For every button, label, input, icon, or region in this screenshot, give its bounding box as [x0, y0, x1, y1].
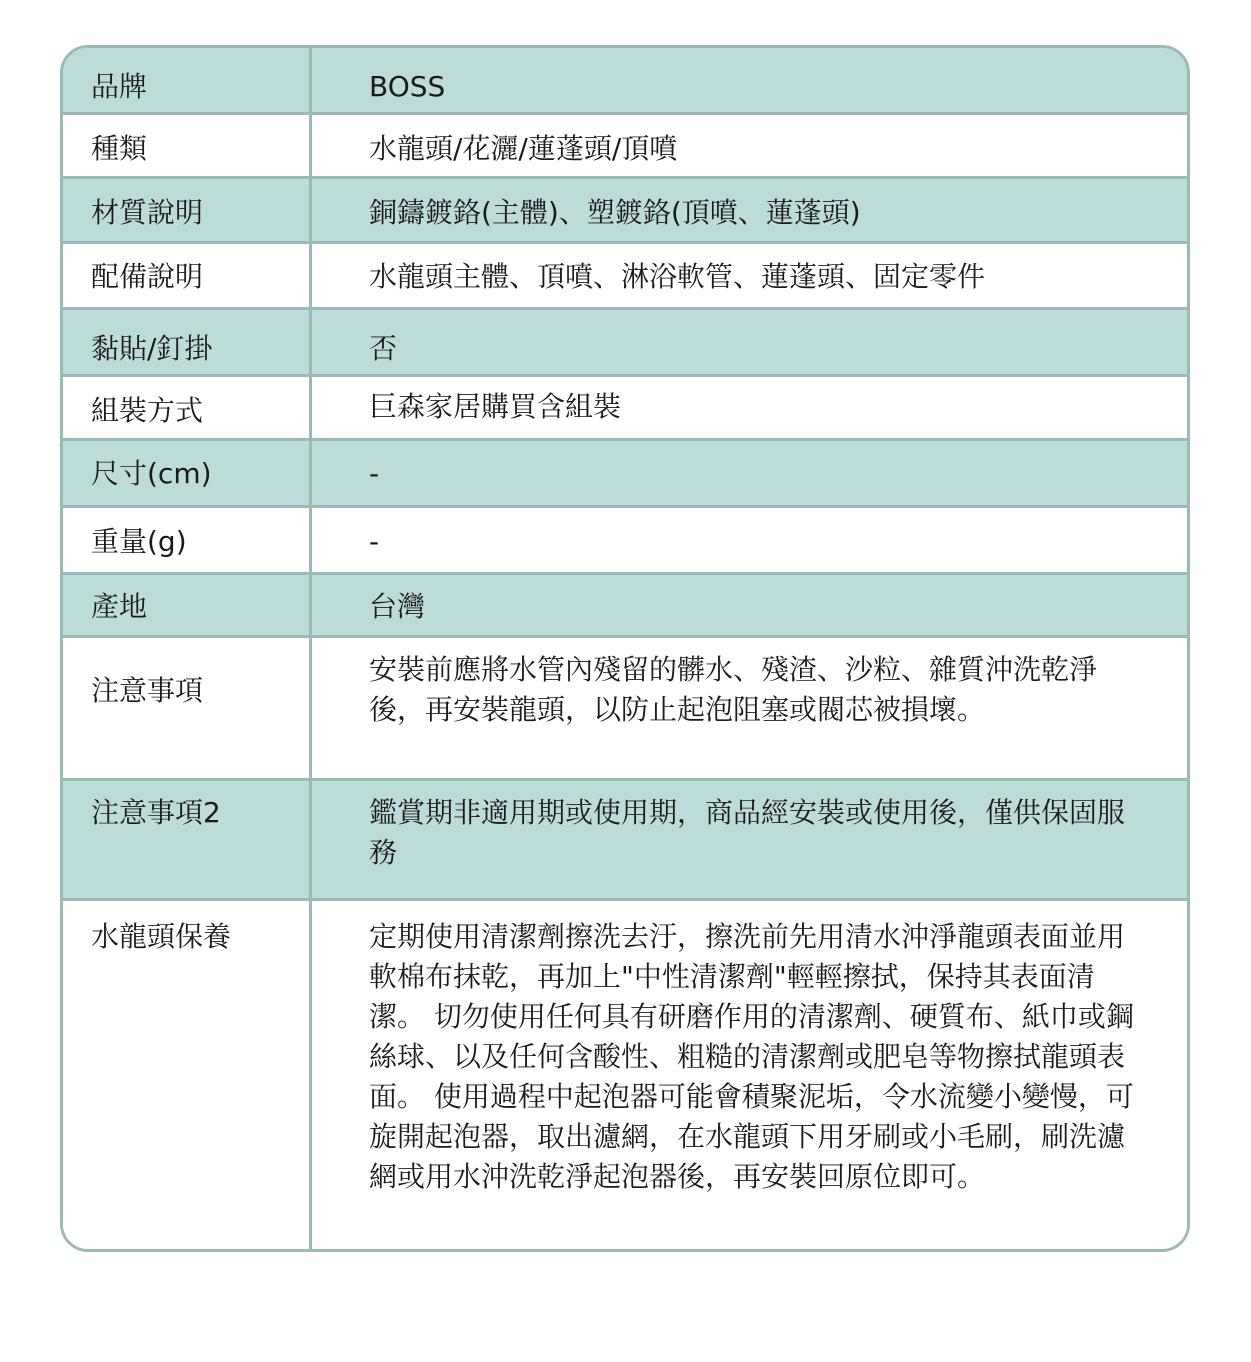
spec-label: 種類 — [91, 132, 148, 165]
spec-table — [60, 45, 1190, 1252]
spec-row-assembly — [63, 377, 1187, 441]
spec-label: 水龍頭保養 — [91, 920, 232, 953]
spec-label: 注意事項 — [91, 674, 204, 707]
spec-label: 產地 — [91, 590, 148, 623]
spec-value: 安裝前應將水管內殘留的髒水、殘渣、沙粒、雜質沖洗乾淨後，再安裝龍頭，以防止起泡阻塞或閥芯被損壞。 — [369, 653, 1098, 726]
spec-value: 台灣 — [369, 590, 426, 623]
spec-value: 水龍頭/花灑/蓮蓬頭/頂噴 — [369, 132, 678, 165]
spec-value: - — [369, 457, 380, 490]
spec-label: 品牌 — [91, 70, 148, 103]
spec-label: 配備說明 — [91, 260, 204, 293]
spec-row-mounting — [63, 310, 1187, 377]
spec-label: 黏貼/釘掛 — [91, 332, 213, 365]
spec-row-weight — [63, 508, 1187, 575]
spec-row-accessories — [63, 244, 1187, 310]
spec-row-brand — [63, 48, 1187, 115]
spec-label: 重量(g) — [91, 525, 187, 558]
column-divider — [309, 48, 312, 1249]
spec-row-material — [63, 179, 1187, 244]
spec-row-size — [63, 441, 1187, 508]
spec-value: 鑑賞期非適用期或使用期，商品經安裝或使用後，僅供保固服務 — [369, 796, 1126, 869]
spec-value: 銅鑄鍍鉻(主體)、塑鍍鉻(頂噴、蓮蓬頭) — [369, 196, 861, 229]
spec-label: 組裝方式 — [91, 394, 204, 427]
spec-value: 否 — [369, 332, 398, 365]
spec-row-notes — [63, 638, 1187, 781]
spec-label: 材質說明 — [91, 196, 204, 229]
spec-row-maintenance — [63, 901, 1187, 1252]
spec-value: 定期使用清潔劑擦洗去汙，擦洗前先用清水沖淨龍頭表面並用軟棉布抹乾，再加上"中性清潔劑"輕輕擦拭，保持其表面清潔。 切勿使用任何具有研磨作用的清潔劑、硬質布、紙巾或鋼絲球、以及任何含酸性、粗糙的清潔劑或肥皂等物擦拭龍頭表面。 使用過程中起泡器可能會積聚泥垢，令水流變小變慢，可旋開起泡器，取出濾網，在水龍頭下用牙刷或小毛刷，刷洗濾網或用水沖洗乾淨起泡器後，再安裝回原位即可。 — [369, 920, 1134, 1193]
spec-value: BOSS — [369, 70, 446, 103]
spec-value: - — [369, 525, 380, 558]
spec-row-type — [63, 115, 1187, 179]
spec-row-notes-2 — [63, 781, 1187, 901]
spec-row-origin — [63, 575, 1187, 638]
spec-label: 注意事項2 — [91, 796, 221, 829]
spec-label: 尺寸(cm) — [91, 457, 212, 490]
spec-value: 水龍頭主體、頂噴、淋浴軟管、蓮蓬頭、固定零件 — [369, 260, 986, 293]
spec-value: 巨森家居購買含組裝 — [369, 390, 622, 423]
